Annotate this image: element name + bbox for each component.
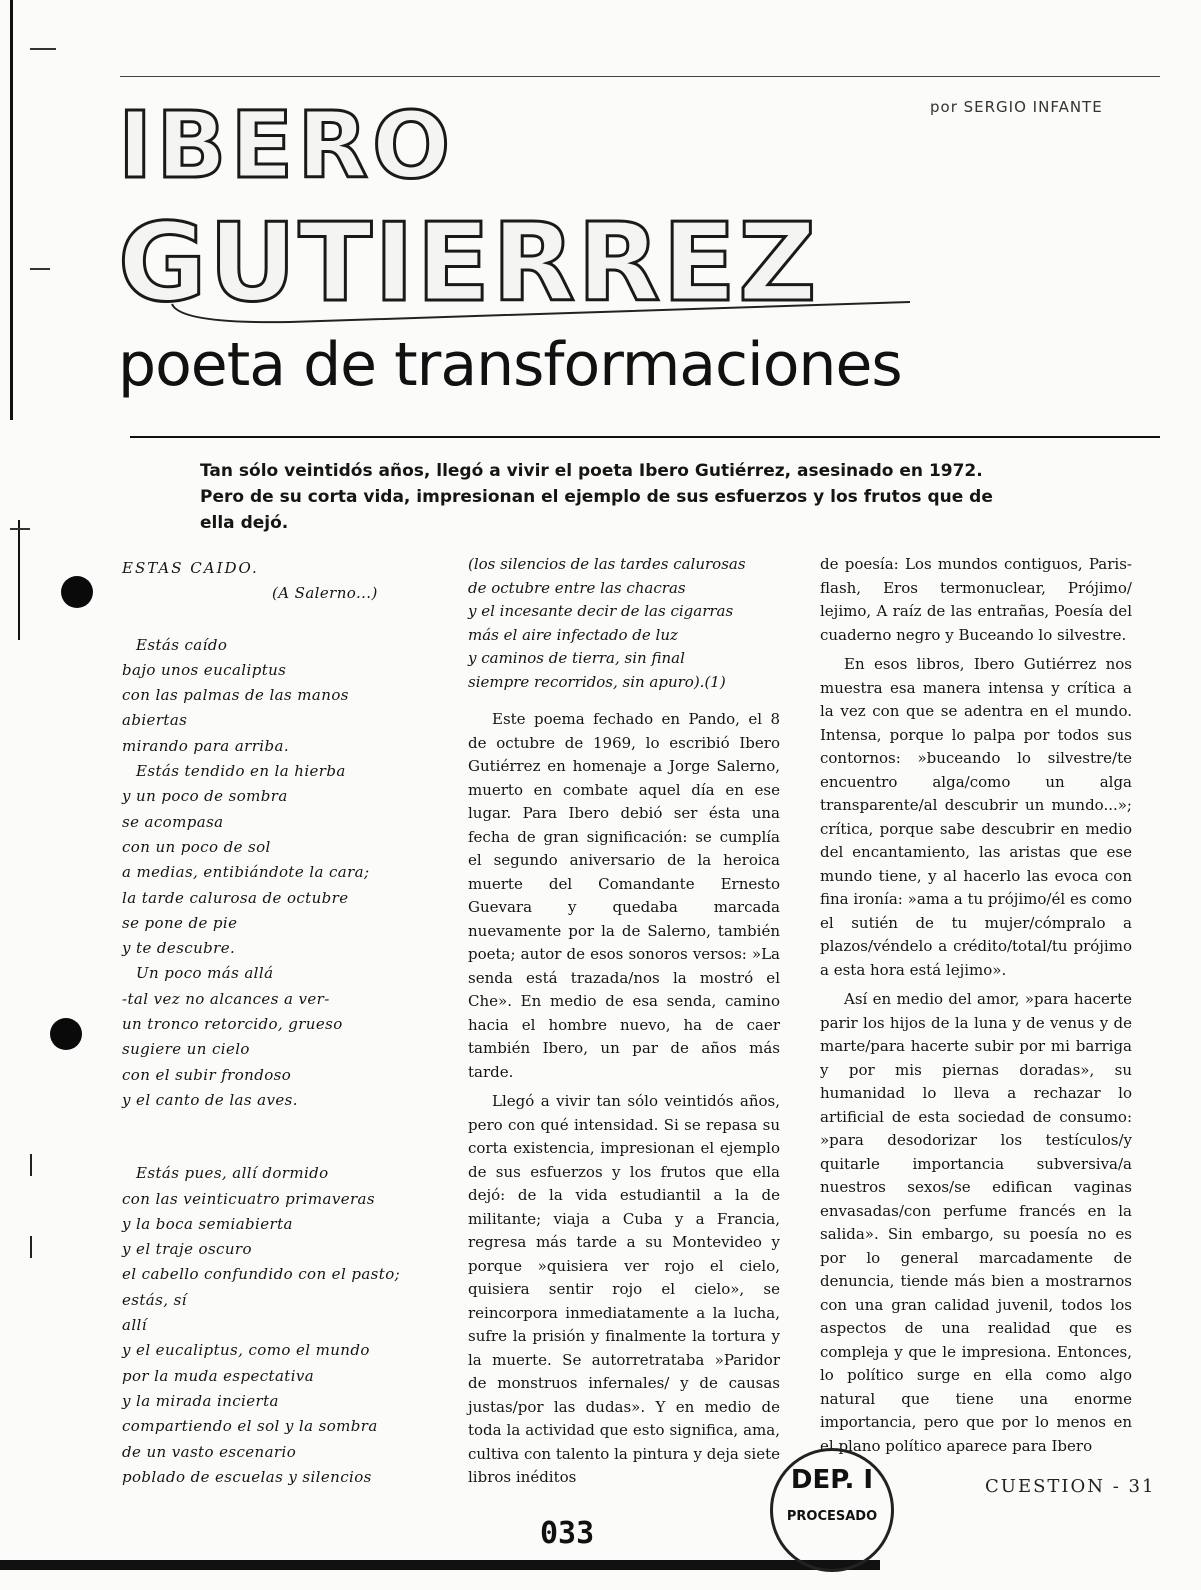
poem-line: se pone de pie — [122, 913, 238, 932]
poem-line: y el traje oscuro — [122, 1240, 252, 1259]
poem-line: abiertas — [122, 711, 188, 730]
poem-line: y la boca semiabierta — [122, 1214, 293, 1233]
poem-line: se acompasa — [122, 812, 224, 831]
subtitle: poeta de transformaciones — [118, 330, 902, 400]
poem-line: la tarde calurosa de octubre — [122, 888, 349, 907]
article-column-3 — [820, 553, 1132, 1458]
poem-line: compartiendo el sol y la sombra — [122, 1417, 378, 1436]
binder-hole — [50, 1018, 82, 1050]
scan-mark — [30, 1154, 32, 1176]
title-first-name: IBERO — [118, 92, 455, 199]
article-column-2 — [468, 553, 780, 1490]
scan-dash — [30, 268, 50, 270]
poem-line: el cabello confundido con el pasto; — [122, 1265, 401, 1284]
poem-line: con el subir frondoso — [122, 1065, 292, 1084]
poem-title: ESTAS CAIDO. — [122, 559, 259, 577]
poem-line: de octubre entre las chacras — [468, 578, 686, 597]
poem-line: -tal vez no alcances a ver- — [122, 989, 330, 1008]
body-paragraph: En esos libros, Ibero Gutiérrez nos muestra esa manera intensa y crítica a la vez con que se adentra en el mundo. Intensa, porque lo palpa por todos sus contornos: »buceando lo silvestre/te encuentro alga/como un alga transparente/al descubrir un mundo...»; crítica, porque sabe descubrir en medio del encantamiento, las aristas que ese mundo tiene, y al hacerlo las evoca con fina ironía: »ama a tu prójimo/él es como el sutién de tu mujer/cómpralo a plazos/véndelo a crédito/total/tu prójimo a esta hora está lejimo». — [820, 655, 1132, 979]
lede — [200, 458, 1000, 536]
poem-line: siempre recorridos, sin apuro).(1) — [468, 672, 726, 691]
poem-column — [122, 556, 422, 1490]
poem-line: estás, sí — [122, 1290, 187, 1309]
poem-line: (los silencios de las tardes calurosas — [468, 555, 746, 573]
lede-line: Tan sólo veintidós años, llegó a vivir el poeta Ibero Gutiérrez, asesinado en 1972. — [200, 461, 983, 481]
poem-line: Estás caído — [136, 635, 228, 654]
stamp-department: DEP. I — [790, 1465, 874, 1495]
title-rule — [130, 436, 1160, 438]
scan-edge-line — [18, 520, 20, 640]
page-footer: CUESTION - 31 — [985, 1476, 1156, 1497]
scan-dash — [10, 528, 30, 530]
poem-line: de un vasto escenario — [122, 1442, 297, 1461]
binder-hole — [61, 576, 93, 608]
poem-line: por la muda espectativa — [122, 1366, 315, 1385]
lede-line: Pero de su corta vida, impresionan el ejemplo de sus esfuerzos y los frutos que de ella dejó. — [200, 487, 993, 533]
poem-line: bajo unos eucaliptus — [122, 660, 287, 679]
body-paragraph: Este poema fechado en Pando, el 8 de octubre de 1969, lo escribió Ibero Gutiérrez en homenaje a Jorge Salerno, muerto en combate aquel día en ese lugar. Para Ibero debió ser ésta una fecha de gran significación: se cumplía el segundo aniversario de la heroica muerte del Comandante Ernesto Guevara y quedaba marcada nuevamente por la de Salerno, también poeta; autor de esos sonoros versos: »La senda está trazada/nos la mostró el Che». En medio de esa senda, camino hacia el hombre nuevo, ha de caer también Ibero, un par de años más tarde. — [468, 710, 780, 1081]
poem-line: allí — [122, 1316, 147, 1335]
byline: por SERGIO INFANTE — [930, 98, 1103, 116]
processed-stamp — [770, 1448, 894, 1572]
body-paragraph: Llegó a vivir tan sólo veintidós años, pero con qué intensidad. Si se repasa su corta existencia, impresionan el ejemplo de sus esfuerzos y los frutos que ella dejó: de la vida estudiantil a la de militante; viaja a Cuba y a Francia, regresa más tarde a su Montevideo y porque »quisiera ver rojo el cielo, quisiera sentir rojo el cielo», se reincorpora inmediatamente a la lucha, sufre la prisión y finalmente la tortura y la muerte. Se autorretrataba »Paridor de monstruos infernales/ y de causas justas/por las dudas». Y en medio de toda la actividad que esto significa, ama, cultiva con talento la pintura y deja siete libros inéditos — [468, 1092, 780, 1486]
poem-line: Estás pues, allí dormido — [136, 1164, 329, 1183]
scan-dash — [30, 48, 56, 50]
poem-line: y el incesante decir de las cigarras — [468, 602, 734, 620]
poem-line: Un poco más allá — [136, 964, 274, 983]
body-paragraph: Así en medio del amor, »para hacerte parir los hijos de la luna y de venus y de marte/para hacerte subir por mi barriga y por mis piernas doradas», su humanidad lo lleva a rechazar lo artificial de esta sociedad de consumo: »para desodorizar los testículos/y quitarle importancia subversiva/a nuestros sexos/se edifican vaginas envasadas/con perfume francés en la salida». Sin embargo, su poesía no es por lo general marcadamente de denuncia, tiende más bien a mostrarnos con una gran calidad juvenil, todos los aspectos de una realidad que es compleja y que le impresiona. Entonces, lo político surge en ella como algo natural que tiene una enorme importancia, pero que por lo menos en el plano político aparece para Ibero — [820, 990, 1132, 1455]
poem-line: más el aire infectado de luz — [468, 625, 678, 644]
scan-edge-line — [10, 0, 13, 420]
poem-line: con las palmas de las manos — [122, 686, 349, 705]
poem-line: y caminos de tierra, sin final — [468, 649, 685, 667]
title-last-name: GUTIERREZ — [118, 201, 819, 326]
scan-dash — [120, 76, 1160, 77]
poem-line: y el canto de las aves. — [122, 1090, 298, 1109]
poem-line: Estás tendido en la hierba — [136, 762, 346, 781]
poem-dedication: (A Salerno...) — [272, 584, 378, 603]
document-code: 033 — [540, 1516, 595, 1551]
poem-line: sugiere un cielo — [122, 1040, 250, 1059]
poem-line: un tronco retorcido, grueso — [122, 1015, 343, 1034]
poem-line: y la mirada incierta — [122, 1391, 279, 1410]
poem-line: poblado de escuelas y silencios — [122, 1467, 372, 1486]
poem-line: con las veinticuatro primaveras — [122, 1189, 376, 1208]
body-paragraph: de poesía: Los mundos contiguos, Paris-flash, Eros termonuclear, Prójimo/ lejimo, A raíz de las entrañas, Poesía del cuaderno negro y Buceando lo silvestre. — [820, 555, 1132, 644]
scan-mark — [30, 1236, 32, 1258]
poem-line: con un poco de sol — [122, 837, 271, 856]
poem-line: y un poco de sombra — [122, 787, 288, 806]
poem-line: mirando para arriba. — [122, 736, 290, 755]
stamp-status: PROCESADO — [786, 1509, 878, 1524]
decorative-swoosh — [170, 298, 930, 328]
poem-line: y te descubre. — [122, 939, 236, 958]
poem-line: y el eucaliptus, como el mundo — [122, 1341, 370, 1360]
poem-line: a medias, entibiándote la cara; — [122, 863, 370, 882]
bottom-scan-bar — [0, 1560, 880, 1570]
